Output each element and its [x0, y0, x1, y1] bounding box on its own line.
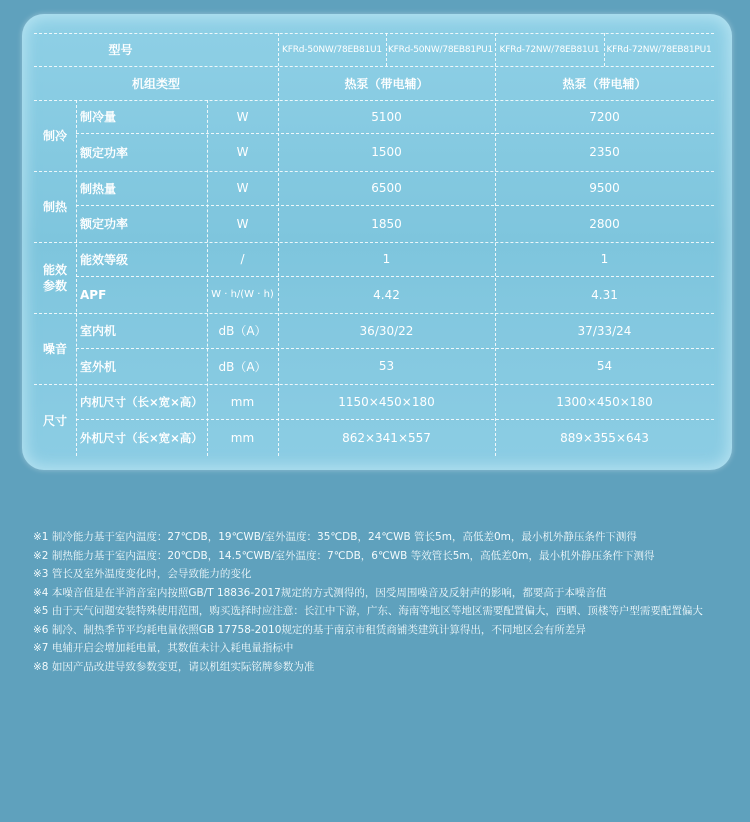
model-name: KFRd-50NW/78EB81PU1 — [387, 44, 494, 55]
spec-table — [34, 33, 714, 456]
row-unit: mm — [230, 394, 255, 409]
row-item: APF — [80, 287, 107, 302]
unit-type-value: 热泵（带电辅） — [344, 76, 429, 91]
row-unit: dB（A） — [218, 359, 267, 374]
footnote: ※6 制冷、制热季节平均耗电量依照GB 17758-2010规定的基于南京市租赁商铺类建筑计算得出，不同地区会有所差异 — [33, 623, 586, 636]
row-item: 额定功率 — [80, 217, 129, 231]
row-value: 36/30/22 — [359, 323, 414, 338]
model-name: KFRd-72NW/78EB81U1 — [499, 44, 600, 55]
row-item: 额定功率 — [80, 145, 129, 160]
group-label-dimensions: 尺寸 — [42, 413, 67, 428]
row-item: 制热量 — [80, 181, 117, 196]
footnote: ※4 本噪音值是在半消音室内按照GB/T 18836-2017规定的方式测得的，因受周围噪音及反射声的影响，都要高于本噪音值 — [33, 586, 607, 599]
row-value: 5100 — [371, 109, 402, 124]
row-unit: W · h/(W · h) — [211, 289, 274, 300]
row-item: 室内机 — [80, 324, 117, 338]
model-name: KFRd-50NW/78EB81U1 — [282, 44, 382, 55]
row-value: 2350 — [589, 145, 620, 159]
row-value: 37/33/24 — [577, 323, 632, 338]
group-label-heating: 制热 — [42, 200, 67, 214]
row-unit: W — [236, 109, 249, 124]
footnote: ※8 如因产品改进导致参数变更，请以机组实际铭牌参数为准 — [33, 660, 315, 673]
row-unit: dB（A） — [218, 324, 267, 338]
footnotes — [33, 528, 723, 676]
row-value: 1 — [382, 252, 391, 266]
row-value: 53 — [378, 359, 395, 373]
footnote: ※1 制冷能力基于室内温度：27℃DB，19℃WB/室外温度：35℃DB，24℃WB 管长5m，高低差0m，最小机外静压条件下测得 — [33, 531, 637, 543]
row-item: 制冷量 — [80, 110, 117, 124]
unit-type-value: 热泵（带电辅） — [562, 76, 647, 91]
row-value: 1150×450×180 — [338, 394, 435, 409]
row-value: 889×355×643 — [560, 430, 649, 445]
row-value: 1 — [600, 252, 609, 266]
row-value: 1850 — [371, 216, 402, 231]
model-header: 型号 — [108, 43, 133, 57]
row-value: 9500 — [589, 181, 620, 195]
row-value: 7200 — [589, 109, 620, 124]
row-unit: W — [236, 145, 249, 159]
row-unit: W — [236, 216, 249, 231]
model-name: KFRd-72NW/78EB81PU1 — [606, 44, 712, 55]
footnote: ※3 管长及室外温度变化时，会导致能力的变化 — [33, 568, 252, 580]
row-value: 862×341×557 — [342, 430, 431, 445]
footnote: ※2 制热能力基于室内温度：20℃DB，14.5℃WB/室外温度：7℃DB，6℃WB 等效管长5m，高低差0m，最小机外静压条件下测得 — [33, 549, 655, 562]
row-item: 外机尺寸（长×宽×高） — [80, 430, 203, 445]
group-label-line: 能效 — [42, 262, 67, 277]
footnote: ※7 电辅开启会增加耗电量，其数值未计入耗电量指标中 — [33, 642, 294, 654]
group-label-line: 参数 — [42, 278, 67, 293]
row-value: 1300×450×180 — [556, 394, 653, 409]
row-unit: mm — [230, 430, 255, 445]
unit-type-header: 机组类型 — [131, 76, 180, 91]
row-value: 4.42 — [373, 287, 400, 302]
row-value: 2800 — [589, 216, 620, 231]
row-value: 54 — [596, 359, 613, 373]
row-unit: W — [236, 181, 249, 195]
row-unit: / — [240, 252, 245, 266]
row-value: 4.31 — [591, 287, 618, 302]
row-value: 1500 — [371, 145, 402, 159]
row-item: 能效等级 — [80, 252, 129, 267]
footnote: ※5 由于天气问题安装特殊使用范围，购买选择时应注意：长江中下游，广东、海南等地区等地区需要配置偏大，西晒、顶楼等户型需要配置偏大 — [33, 605, 703, 617]
group-label-cooling: 制冷 — [42, 129, 67, 143]
row-item: 室外机 — [80, 359, 117, 374]
row-value: 6500 — [371, 181, 402, 195]
row-item: 内机尺寸（长×宽×高） — [80, 394, 203, 409]
group-label-noise: 噪音 — [42, 342, 67, 356]
group-label-efficiency — [34, 242, 76, 313]
